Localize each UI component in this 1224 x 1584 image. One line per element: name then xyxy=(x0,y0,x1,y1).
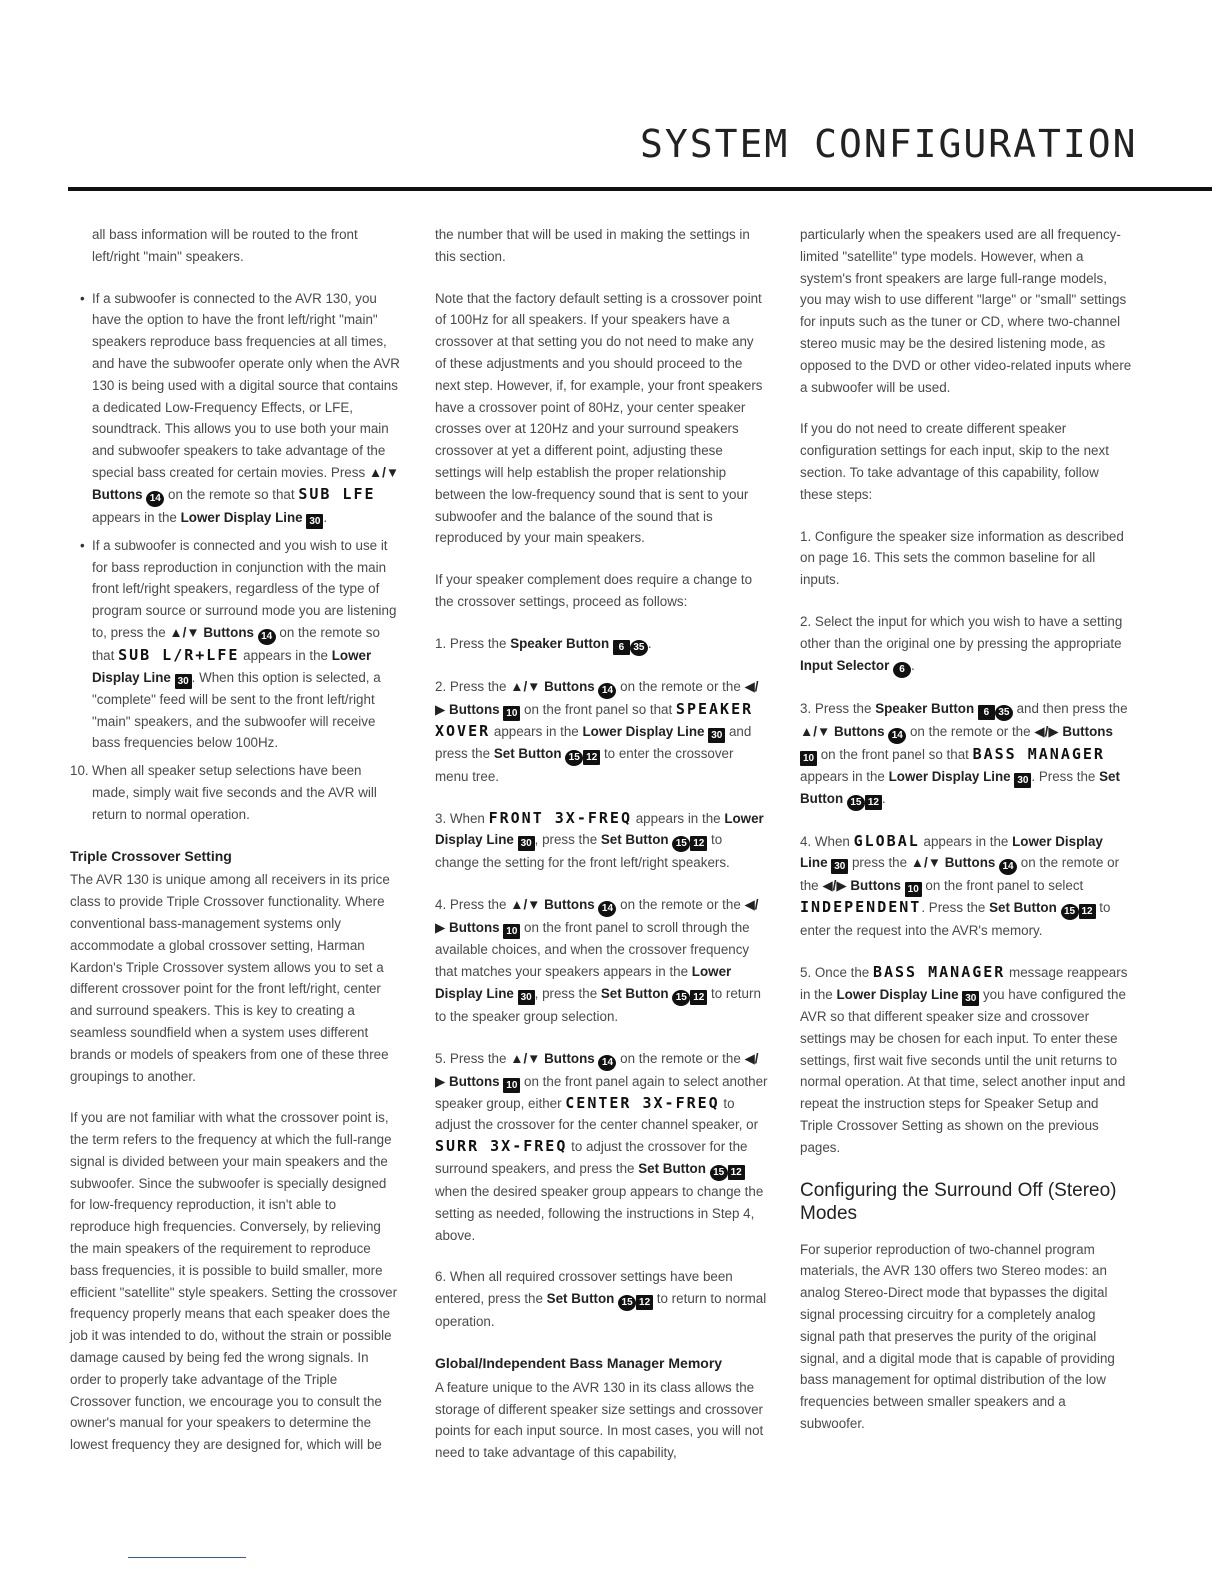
key-6-icon: 6 xyxy=(893,662,911,678)
key-10-icon: 10 xyxy=(503,1078,520,1093)
lcd-global: GLOBAL xyxy=(853,831,920,850)
paragraph-skip: If you do not need to create different speaker configuration settings for each input, skip to the next section. To take advantage of this capability, follow these steps: xyxy=(800,421,1109,502)
heading-surround-off: Configuring the Surround Off (Stereo) Modes xyxy=(800,1179,1117,1224)
step-6: 6. When all required crossover settings have been entered, press the Set Button 15 12 to return to normal operation. xyxy=(435,1269,767,1330)
paragraph-satellite: particularly when the speakers used are all frequency-limited "satellite" type models. However, when a system's front speakers are large full-range models, you may wish to use different "large" or "small" settings for inputs such as the tuner or CD, where two-channel stereo music may be the desired listening mode, as opposed to the DVD or other video-related inputs where a subwoofer will be used. xyxy=(800,227,1132,395)
set-button-label: Set Button xyxy=(638,1160,706,1176)
paragraph-stereo-modes: For superior reproduction of two-channel program materials, the AVR 130 offers two Stereo modes: an analog Stereo-Direct mode that bypasses the digital signal processing circuitry for a completely analog signal path that preserves the purity of the original signal, and a digital mode that is capable of providing bass management for optimal distribution of the low frequencies between smaller speakers and a subwoofer. xyxy=(800,1241,1115,1431)
arrow-buttons-label: ▲/▼ Buttons xyxy=(92,464,400,502)
step-4: 4. Press the ▲/▼ Buttons 14 on the remote or the ◀/▶ Buttons 10 on the front panel to scroll through the available choices, and when the crossover frequency that matches your speakers appears in the Lower Display Line 30 , press the Set Button 15 12 to return to the speaker group selection. xyxy=(435,897,761,1024)
key-14-icon: 14 xyxy=(258,629,276,645)
set-button-label: Set Button xyxy=(493,745,562,761)
key-35-icon: 35 xyxy=(630,640,648,656)
key-14-icon: 14 xyxy=(999,859,1017,875)
key-6-icon: 6 xyxy=(613,640,630,655)
arrow-buttons-label: ▲/▼ Buttons xyxy=(910,855,996,871)
key-10-icon: 10 xyxy=(905,882,922,897)
lower-display-line-label: Lower Display Line xyxy=(836,986,959,1002)
key-15-icon: 15 xyxy=(847,795,865,811)
key-30-icon: 30 xyxy=(831,859,848,874)
key-15-icon: 15 xyxy=(672,990,690,1006)
lcd-bass-manager: BASS MANAGER xyxy=(972,744,1105,763)
lower-display-line-label: Lower Display Line xyxy=(582,723,705,739)
left-right-buttons-label: ◀/▶ Buttons xyxy=(822,878,901,894)
lower-display-line-label: Lower Display Line xyxy=(435,810,764,848)
key-30-icon: 30 xyxy=(175,674,192,689)
lower-display-line-label: Lower Display Line xyxy=(180,509,303,525)
arrow-buttons-label: ▲/▼ Buttons xyxy=(800,723,885,739)
paragraph-crossover-explained: If you are not familiar with what the crossover point is, the term refers to the frequency at which the full-range signal is divided between your main speakers and the subwoofer. Since the subwoofer is specially designed for low-frequency reproduction, it isn't able to reproduce high frequencies. Conversely, by relieving the main speakers of the requirement to reproduce bass frequencies, it is possible to build smaller, more efficient "satellite" style speakers. Setting the crossover frequency properly means that each speaker does the job it was intended to do, without the strain or possible damage caused by being fed the wrong signals. In order to properly take advantage of the Triple Crossover function, we encourage you to consult the owner's manual for your speakers to determine the lowest frequency they are designed for, which will be xyxy=(70,1110,398,1453)
lower-display-line-label: Lower Display Line xyxy=(888,768,1011,784)
key-14-icon: 14 xyxy=(598,683,616,699)
speaker-button-label: Speaker Button xyxy=(510,635,610,651)
key-12-icon: 12 xyxy=(636,1295,653,1310)
key-12-icon: 12 xyxy=(690,836,707,851)
key-30-icon: 30 xyxy=(1014,773,1031,788)
memory-step-3: 3. Press the Speaker Button 6 35 and then press the ▲/▼ Buttons 14 on the remote or the ◀/▶ Buttons 10 on the front panel so that BASS MANAGER appears in the Lower Display Line 30 . Press the Set Button 15 12 . xyxy=(800,698,1132,811)
key-10-icon: 10 xyxy=(800,751,817,766)
key-12-icon: 12 xyxy=(1079,904,1096,919)
key-15-icon: 15 xyxy=(672,836,690,852)
key-14-icon: 14 xyxy=(146,491,164,507)
bullet-sub-lfe: • If a subwoofer is connected to the AVR 130, you have the option to have the front left/right "main" speakers reproduce bass frequencies at all times, and have the subwoofer operate only when the AVR 130 is being used with a digital source that contains a dedicated Low-Frequency Effects, or LFE, soundtrack. This allows you to use both your main and subwoofer speakers to take advantage of the special bass created for certain movies. Press ▲/▼ Buttons 14 on the remote so that SUB LFE appears in the Lower Display Line 30 . xyxy=(70,288,400,529)
lower-display-line-label: Lower Display Line xyxy=(92,647,372,685)
lcd-bass-manager: BASS MANAGER xyxy=(872,963,1006,982)
heading-bass-manager-memory: Global/Independent Bass Manager Memory xyxy=(435,1354,723,1371)
key-14-icon: 14 xyxy=(598,901,616,917)
footer-rule xyxy=(128,1557,246,1558)
key-15-icon: 15 xyxy=(1061,904,1079,920)
title-rule xyxy=(68,187,1212,191)
step-10: 10. When all speaker setup selections have been made, simply wait five seconds and the AVR will return to normal operation. xyxy=(70,760,400,825)
speaker-button-label: Speaker Button xyxy=(875,700,975,716)
key-30-icon: 30 xyxy=(708,728,725,743)
key-14-icon: 14 xyxy=(598,1055,616,1071)
lcd-independent: INDEPENDENT xyxy=(800,898,922,917)
step-3: 3. When FRONT 3X-FREQ appears in the Lower Display Line 30 , press the Set Button 15 12 to change the setting for the front left/right speakers. xyxy=(435,808,764,871)
page-title: SYSTEM CONFIGURATION xyxy=(640,122,1138,166)
step-number: 10. xyxy=(70,763,89,779)
paragraph-number: the number that will be used in making the settings in this section. xyxy=(435,227,750,264)
key-12-icon: 12 xyxy=(865,795,882,810)
column-2 xyxy=(435,224,768,1484)
memory-step-2: 2. Select the input for which you wish to have a setting other than the original one by pressing the appropriate Input Selector 6 . xyxy=(800,611,1132,678)
lower-display-line-label: Lower Display Line xyxy=(800,833,1103,871)
key-14-icon: 14 xyxy=(888,728,906,744)
set-button-label: Set Button xyxy=(600,985,669,1001)
set-button-label: Set Button xyxy=(800,768,1120,806)
set-button-label: Set Button xyxy=(989,900,1057,916)
key-15-icon: 15 xyxy=(618,1295,636,1311)
paragraph-proceed: If your speaker complement does require a change to the crossover settings, proceed as follows: xyxy=(435,572,753,609)
lcd-center-3x-freq: CENTER 3X-FREQ xyxy=(565,1093,720,1112)
key-15-icon: 15 xyxy=(565,750,583,766)
lcd-sub-lr-lfe: SUB L/R+LFE xyxy=(118,645,240,664)
paragraph-triple-crossover: The AVR 130 is unique among all receivers in its price class to provide Triple Crossover functionality. Where conventional bass-management systems only accommodate a global crossover setting, Harman Kardon's Triple Crossover system allows you to set a different crossover point for the front left/right, center and surround speakers. This is key to creating a seamless soundfield when a system uses different brands or models of speakers from one of these three groupings to another. xyxy=(70,872,390,1084)
paragraph-bass-routing: all bass information will be routed to the front left/right "main" speakers. xyxy=(92,227,358,264)
paragraph-factory-default: Note that the factory default setting is a crossover point of 100Hz for all speakers. If your speakers have a crossover at that setting you do not need to make any of these adjustments and you should proceed to the next step. However, if, for example, your front speakers have a crossover point of 80Hz, your center speaker crosses over at 120Hz and your surround speakers crossover at yet a different point, adjusting these settings will help establish the proper relationship between the low-frequency sound that is sent to your subwoofer and the balance of the sound that is reproduced by your main speakers. xyxy=(435,290,763,546)
left-right-buttons-label: ◀/▶ Buttons xyxy=(435,897,759,936)
column-1 xyxy=(70,224,400,1476)
memory-step-4: 4. When GLOBAL appears in the Lower Display Line 30 press the ▲/▼ Buttons 14 on the remote or the ◀/▶ Buttons 10 on the front panel to select INDEPENDENT. Press the Set Button 15 12 to enter the request into the AVR's memory. xyxy=(800,831,1120,939)
lcd-surr-3x-freq: SURR 3X-FREQ xyxy=(435,1137,568,1156)
key-30-icon: 30 xyxy=(518,990,535,1005)
left-right-buttons-label: ◀/▶ Buttons xyxy=(435,678,759,717)
heading-triple-crossover: Triple Crossover Setting xyxy=(70,847,232,864)
key-12-icon: 12 xyxy=(728,1165,745,1180)
input-selector-label: Input Selector xyxy=(800,657,890,673)
paragraph-bass-manager-memory: A feature unique to the AVR 130 in its class allows the storage of different speaker size settings and crossover points for each input source. In most cases, you will not need to take advantage of this capability, xyxy=(435,1379,764,1461)
key-30-icon: 30 xyxy=(962,991,979,1006)
step-1: 1. Press the Speaker Button 6 35 . xyxy=(435,633,768,656)
arrow-buttons-label: ▲/▼ Buttons xyxy=(510,897,595,913)
column-3 xyxy=(800,224,1132,1455)
left-right-buttons-label: ◀/▶ Buttons xyxy=(435,1050,759,1089)
memory-step-1: 1. Configure the speaker size information as described on page 16. This sets the common baseline for all inputs. xyxy=(800,528,1124,588)
lcd-front-3x-freq: FRONT 3X-FREQ xyxy=(488,808,632,827)
memory-step-5: 5. Once the BASS MANAGER message reappears in the Lower Display Line 30 you have configured the AVR so that different speaker size and crossover settings may be chosen for each input. To enter these settings, first wait five seconds until the unit returns to normal operation. At that time, select another input and repeat the instruction steps for Speaker Setup and Triple Crossover Setting as shown on the previous pages. xyxy=(800,963,1128,1155)
key-12-icon: 12 xyxy=(583,750,600,765)
left-right-buttons-label: ◀/▶ Buttons xyxy=(1034,723,1113,739)
key-10-icon: 10 xyxy=(503,706,520,721)
key-15-icon: 15 xyxy=(710,1165,728,1181)
key-35-icon: 35 xyxy=(995,705,1013,721)
key-30-icon: 30 xyxy=(306,514,323,529)
step-2: 2. Press the ▲/▼ Buttons 14 on the remote or the ◀/▶ Buttons 10 on the front panel so that SPEAKER XOVER appears in the Lower Display Line 30 and press the Set Button 15 12 to enter the crossover menu tree. xyxy=(435,678,759,784)
lower-display-line-label: Lower Display Line xyxy=(435,963,732,1001)
step-5: 5. Press the ▲/▼ Buttons 14 on the remote or the ◀/▶ Buttons 10 on the front panel again to select another speaker group, either CENTER 3X-FREQ to adjust the crossover for the center channel speaker, or SURR 3X-FREQ to adjust the crossover for the surround speakers, and press the Set Button 15 12 when the desired speaker group appears to change the setting as needed, following the instructions in Step 4, above. xyxy=(435,1050,768,1243)
arrow-buttons-label: ▲/▼ Buttons xyxy=(510,678,595,694)
set-button-label: Set Button xyxy=(546,1291,615,1307)
bullet-sub-lr-lfe: • If a subwoofer is connected and you wish to use it for bass reproduction in conjunction with the main front left/right speakers, regardless of the type of program source or surround mode you are listening to, press the ▲/▼ Buttons 14 on the remote so that SUB L/R+LFE appears in the Lower Display Line 30 . When this option is selected, a "complete" feed will be sent to the front left/right "main" speakers, and the subwoofer will receive bass frequencies below 100Hz. xyxy=(70,535,400,754)
set-button-label: Set Button xyxy=(600,832,669,848)
arrow-buttons-label: ▲/▼ Buttons xyxy=(169,624,254,640)
arrow-buttons-label: ▲/▼ Buttons xyxy=(510,1050,595,1066)
key-6-icon: 6 xyxy=(978,705,995,720)
key-12-icon: 12 xyxy=(690,990,707,1005)
lcd-speaker-xover: SPEAKER XOVER xyxy=(435,699,754,740)
lcd-sub-lfe: SUB LFE xyxy=(298,484,376,503)
key-30-icon: 30 xyxy=(518,836,535,851)
key-10-icon: 10 xyxy=(503,924,520,939)
